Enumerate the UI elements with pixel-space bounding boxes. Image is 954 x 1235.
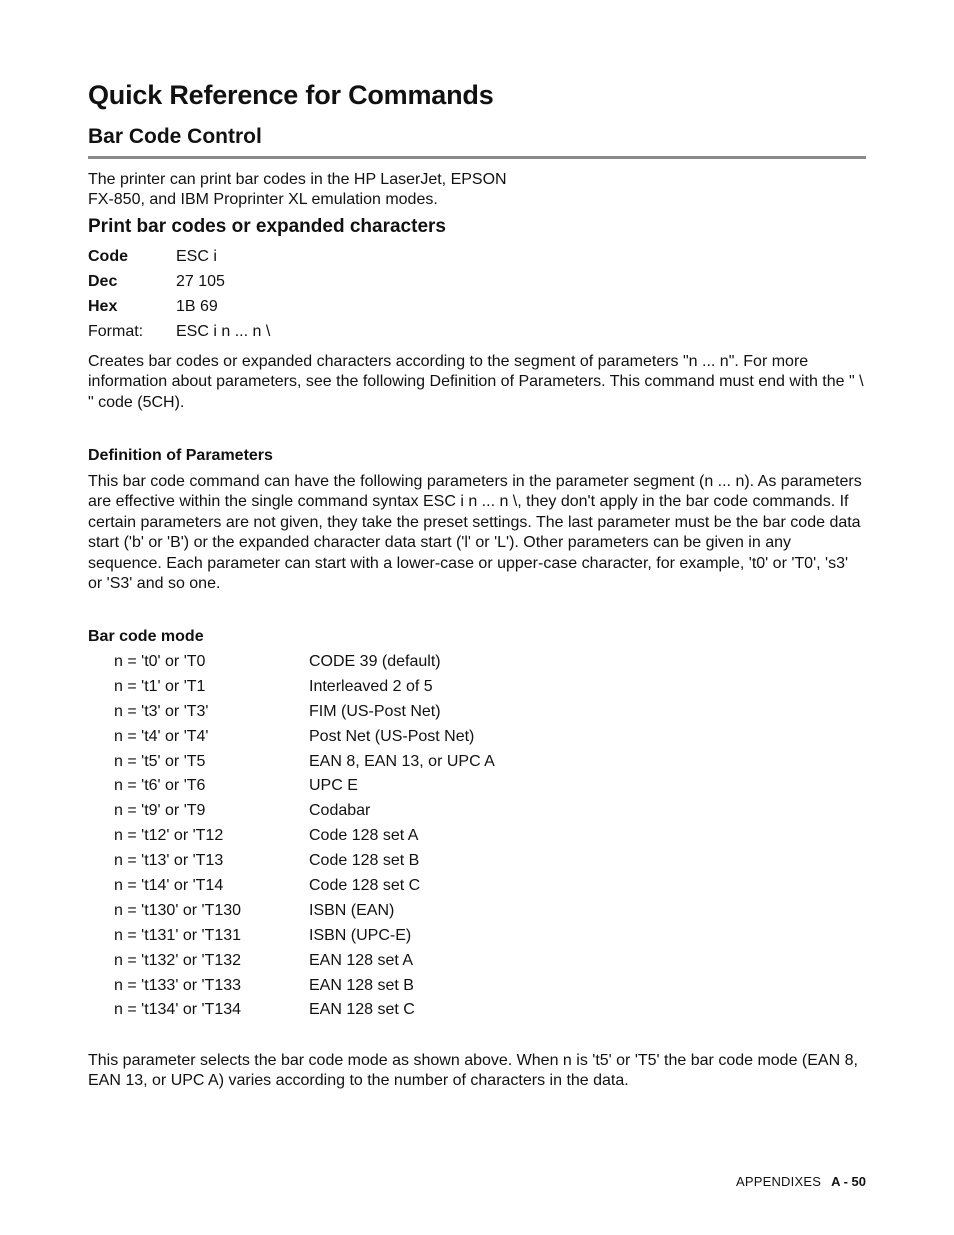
list-item xyxy=(88,1000,688,1025)
intro-paragraph: The printer can print bar codes in the HP LaserJet, EPSON FX-850, and IBM Proprinter XL emulation modes. xyxy=(88,171,507,209)
barcode-mode-heading: Bar code mode xyxy=(88,628,204,645)
page-title: Quick Reference for Commands xyxy=(88,80,494,110)
mode-parameter: n = 't131' or 'T131 xyxy=(114,926,242,944)
mode-description: EAN 8, EAN 13, or UPC A xyxy=(309,752,495,770)
mode-parameter: n = 't3' or 'T3' xyxy=(114,702,209,720)
mode-parameter: n = 't0' or 'T0 xyxy=(114,653,206,670)
mode-description: UPC E xyxy=(309,777,358,795)
mode-description: Codabar xyxy=(309,802,371,820)
mode-description: EAN 128 set B xyxy=(309,976,414,994)
command-dec-label: Dec xyxy=(88,273,118,290)
section-divider xyxy=(88,156,866,159)
list-item xyxy=(88,876,688,901)
mode-description: Code 128 set C xyxy=(309,877,421,895)
barcode-mode-note: This parameter selects the bar code mode as shown above. When n is 't5' or 'T5' the bar code mode (EAN 8, EAN 13, or UPC A) varies according to the number of characters in the data. xyxy=(88,1052,858,1090)
mode-description: Code 128 set A xyxy=(309,827,419,845)
list-item xyxy=(88,826,688,851)
mode-parameter: n = 't9' or 'T9 xyxy=(114,802,206,820)
list-item xyxy=(88,727,688,752)
mode-parameter: n = 't130' or 'T130 xyxy=(114,901,242,919)
list-item xyxy=(88,677,688,702)
list-item xyxy=(88,752,688,777)
page-number: A - 50 xyxy=(831,1174,866,1189)
mode-parameter: n = 't4' or 'T4' xyxy=(114,727,209,745)
mode-parameter: n = 't12' or 'T12 xyxy=(114,827,224,845)
command-heading: Print bar codes or expanded characters xyxy=(88,216,446,237)
mode-parameter: n = 't5' or 'T5 xyxy=(114,752,206,770)
mode-description: EAN 128 set C xyxy=(309,1001,415,1019)
mode-parameter: n = 't1' or 'T1 xyxy=(114,677,206,695)
list-item xyxy=(88,951,688,976)
mode-description: ISBN (EAN) xyxy=(309,901,395,919)
mode-parameter: n = 't134' or 'T134 xyxy=(114,1001,242,1019)
command-code-value: ESC i xyxy=(176,248,217,265)
mode-parameter: n = 't6' or 'T6 xyxy=(114,777,206,795)
command-description: Creates bar codes or expanded characters according to the segment of parameters "n ... n". For more information about parameters, see the following Definition of Parameters. This command must end with the " \ " code (5CH). xyxy=(88,353,864,411)
page-footer xyxy=(736,1174,866,1189)
mode-description: FIM (US-Post Net) xyxy=(309,702,441,720)
list-item xyxy=(88,801,688,826)
footer-section-label: APPENDIXES xyxy=(735,1174,822,1189)
command-code-label: Code xyxy=(88,248,128,265)
mode-description: Code 128 set B xyxy=(309,852,420,870)
definition-heading: Definition of Parameters xyxy=(88,447,273,464)
definition-paragraph: This bar code command can have the following parameters in the parameter segment (n ... n). As parameters are effective within the single command syntax ESC i n ... n \, they don't apply in the bar code commands. If certain parameters are not given, they take the preset settings. The last parameter must be the bar code data start ('b' or 'B') or the expanded character data start ('l' or 'L'). Other parameters can be given in any sequence. Each parameter can start with a lower-case or upper-case character, for example, 't0' or 'T0', 's3' or 'S3' and so one. xyxy=(88,473,862,593)
command-format-value: ESC i n ... n \ xyxy=(176,323,271,340)
mode-description: Post Net (US-Post Net) xyxy=(309,727,475,745)
list-item xyxy=(88,901,688,926)
mode-description: CODE 39 (default) xyxy=(309,653,441,670)
list-item xyxy=(88,776,688,801)
list-item xyxy=(88,851,688,876)
command-hex-label: Hex xyxy=(88,298,118,315)
mode-parameter: n = 't13' or 'T13 xyxy=(114,852,224,870)
section-heading: Bar Code Control xyxy=(88,125,262,148)
mode-description: ISBN (UPC-E) xyxy=(309,926,412,944)
mode-description: Interleaved 2 of 5 xyxy=(309,677,433,695)
barcode-mode-list xyxy=(88,652,688,1025)
list-item xyxy=(88,926,688,951)
list-item xyxy=(88,652,688,677)
mode-parameter: n = 't14' or 'T14 xyxy=(114,877,224,895)
mode-parameter: n = 't132' or 'T132 xyxy=(114,951,242,969)
command-dec-value: 27 105 xyxy=(176,273,225,290)
command-hex-value: 1B 69 xyxy=(176,298,218,315)
command-format-label: Format: xyxy=(88,323,144,340)
list-item xyxy=(88,702,688,727)
mode-description: EAN 128 set A xyxy=(309,951,414,969)
mode-parameter: n = 't133' or 'T133 xyxy=(114,976,242,994)
list-item xyxy=(88,976,688,1001)
